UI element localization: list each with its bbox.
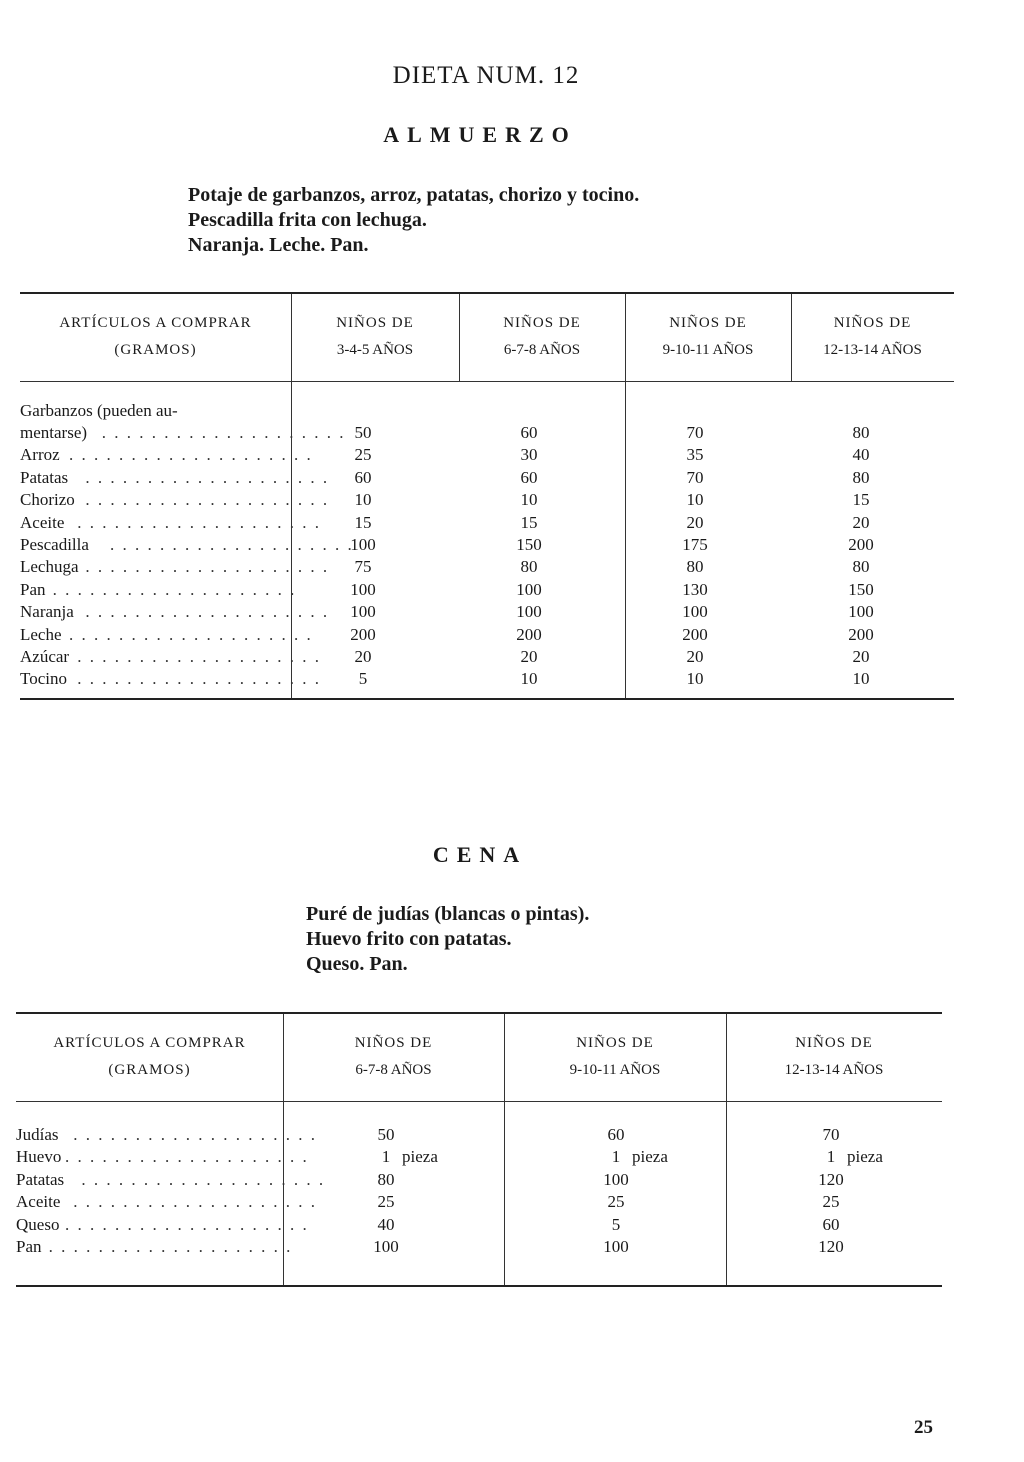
almuerzo-menu-line: Naranja. Leche. Pan. bbox=[188, 234, 369, 256]
value-cell: 200 bbox=[350, 624, 376, 644]
value-cell: 150 bbox=[848, 579, 874, 599]
table-row bbox=[20, 556, 954, 578]
table-row bbox=[20, 467, 954, 489]
header-articulos bbox=[16, 1030, 283, 1084]
header-line: 6-7-8 AÑOS bbox=[503, 342, 581, 358]
value-cell: 100 bbox=[603, 1237, 629, 1256]
value-cell: 10 bbox=[520, 490, 538, 510]
table-row bbox=[20, 444, 954, 466]
page-number: 25 bbox=[914, 1417, 933, 1438]
leader-dots: . . . . . . . . . . . . . . . . . . . . bbox=[69, 624, 313, 644]
header-line: NIÑOS DE bbox=[833, 315, 912, 331]
leader-dots: . . . . . . . . . . . . . . . . . . . . bbox=[85, 467, 330, 487]
header-line: NIÑOS DE bbox=[336, 315, 414, 331]
value-cell: 100 bbox=[516, 602, 542, 622]
table-row bbox=[20, 400, 954, 422]
cena-menu-line: Huevo frito con patatas. bbox=[306, 928, 512, 950]
value-cell: 35 bbox=[686, 445, 704, 465]
leader-dots: . . . . . . . . . . . . . . . . . . . . bbox=[65, 1214, 309, 1234]
value-cell: 80 bbox=[852, 423, 870, 442]
item-label: Patatas bbox=[20, 467, 69, 487]
item-label: mentarse) bbox=[20, 423, 88, 442]
cena-menu bbox=[306, 902, 589, 977]
value-cell: 70 bbox=[686, 467, 704, 487]
value-cell: 40 bbox=[852, 445, 870, 465]
item-label: Queso bbox=[16, 1214, 60, 1234]
value-cell: 175 bbox=[682, 535, 708, 554]
table-row bbox=[20, 579, 954, 601]
item-label: Azúcar bbox=[20, 647, 70, 666]
item-label: Patatas bbox=[16, 1169, 65, 1189]
value-cell: 10 bbox=[686, 490, 704, 510]
almuerzo-heading: ALMUERZO bbox=[383, 122, 577, 147]
value-cell: 70 bbox=[686, 423, 704, 442]
unit-label: pieza bbox=[632, 1147, 668, 1167]
item-label: Naranja bbox=[20, 602, 74, 622]
value-cell: 30 bbox=[520, 445, 538, 465]
value-cell: 50 bbox=[354, 423, 372, 442]
value-cell: 100 bbox=[350, 602, 376, 622]
table-row bbox=[16, 1124, 942, 1146]
header-line: 3-4-5 AÑOS bbox=[336, 342, 414, 358]
item-label: Lechuga bbox=[20, 557, 79, 577]
item-label: Garbanzos (pueden au- bbox=[20, 401, 178, 420]
value-cell: 100 bbox=[373, 1237, 399, 1256]
value-cell: 200 bbox=[848, 535, 874, 554]
leader-dots: . . . . . . . . . . . . . . . . . . . . bbox=[73, 1125, 317, 1144]
header-line: 9-10-11 AÑOS bbox=[662, 342, 754, 358]
value-cell: 5 bbox=[358, 669, 368, 689]
value-cell: 10 bbox=[686, 669, 704, 689]
header-articulos bbox=[20, 310, 291, 364]
value-cell: 100 bbox=[848, 602, 874, 622]
value-cell: 50 bbox=[377, 1125, 395, 1144]
leader-dots: . . . . . . . . . . . . . . . . . . . . bbox=[77, 669, 321, 689]
value-cell: 25 bbox=[354, 445, 372, 465]
cena-menu-line: Queso. Pan. bbox=[306, 953, 408, 975]
almuerzo-table bbox=[20, 292, 954, 700]
value-cell: 100 bbox=[350, 579, 376, 599]
leader-dots: . . . . . . . . . . . . . . . . . . . . bbox=[77, 512, 321, 532]
value-cell: 25 bbox=[607, 1192, 625, 1212]
header-line: (GRAMOS) bbox=[108, 1062, 191, 1078]
value-cell: 75 bbox=[354, 557, 372, 577]
leader-dots: . . . . . . . . . . . . . . . . . . . . bbox=[85, 557, 330, 577]
value-cell: 130 bbox=[682, 579, 708, 599]
value-cell: 1 bbox=[826, 1147, 836, 1167]
cena-table bbox=[16, 1012, 942, 1287]
value-cell: 15 bbox=[354, 512, 372, 532]
header-age-group bbox=[504, 1030, 726, 1084]
value-cell: 60 bbox=[607, 1125, 625, 1144]
header-line: (GRAMOS) bbox=[114, 342, 197, 358]
value-cell: 20 bbox=[686, 512, 704, 532]
value-cell: 80 bbox=[852, 467, 870, 487]
item-label: Huevo bbox=[16, 1147, 62, 1167]
value-cell: 15 bbox=[520, 512, 538, 532]
value-cell: 150 bbox=[516, 535, 542, 554]
value-cell: 20 bbox=[686, 647, 704, 666]
item-label: Judías bbox=[16, 1125, 59, 1144]
value-cell: 20 bbox=[520, 647, 538, 666]
header-line: NIÑOS DE bbox=[795, 1035, 873, 1051]
leader-dots: . . . . . . . . . . . . . . . . . . . . bbox=[110, 535, 354, 554]
value-cell: 60 bbox=[354, 467, 372, 487]
leader-dots: . . . . . . . . . . . . . . . . . . . . bbox=[81, 1169, 326, 1189]
value-cell: 20 bbox=[852, 512, 870, 532]
leader-dots: . . . . . . . . . . . . . . . . . . . . bbox=[69, 445, 313, 465]
table-row bbox=[20, 624, 954, 646]
unit-label: pieza bbox=[847, 1147, 883, 1167]
leader-dots: . . . . . . . . . . . . . . . . . . . . bbox=[85, 490, 330, 510]
cena-menu-line: Puré de judías (blancas o pintas). bbox=[306, 903, 590, 925]
value-cell: 5 bbox=[611, 1214, 621, 1234]
table-row bbox=[16, 1146, 942, 1168]
leader-dots: . . . . . . . . . . . . . . . . . . . . bbox=[85, 602, 330, 622]
table-row bbox=[20, 512, 954, 534]
item-label: Arroz bbox=[20, 445, 60, 465]
cena-heading: CENA bbox=[432, 842, 528, 867]
value-cell: 200 bbox=[682, 624, 708, 644]
item-label: Chorizo bbox=[20, 490, 75, 510]
almuerzo-menu-line: Potaje de garbanzos, arroz, patatas, chorizo y tocino. bbox=[188, 184, 640, 206]
header-age-group bbox=[291, 310, 459, 364]
header-age-group bbox=[726, 1030, 942, 1084]
value-cell: 120 bbox=[818, 1237, 844, 1256]
table-row bbox=[20, 668, 954, 690]
value-cell: 200 bbox=[516, 624, 542, 644]
value-cell: 100 bbox=[603, 1169, 629, 1189]
value-cell: 80 bbox=[852, 557, 870, 577]
value-cell: 100 bbox=[682, 602, 708, 622]
header-line: 9-10-11 AÑOS bbox=[569, 1062, 661, 1078]
value-cell: 120 bbox=[818, 1169, 844, 1189]
header-line: NIÑOS DE bbox=[576, 1035, 654, 1051]
item-label: Pan bbox=[20, 579, 46, 599]
table-row bbox=[16, 1236, 942, 1258]
table-row bbox=[20, 489, 954, 511]
header-age-group bbox=[791, 310, 954, 364]
item-label: Pescadilla bbox=[20, 535, 89, 554]
value-cell: 60 bbox=[520, 467, 538, 487]
table-row bbox=[16, 1169, 942, 1191]
value-cell: 10 bbox=[520, 669, 538, 689]
value-cell: 20 bbox=[354, 647, 372, 666]
leader-dots: . . . . . . . . . . . . . . . . . . . . bbox=[48, 1237, 293, 1256]
table-row bbox=[20, 601, 954, 623]
value-cell: 15 bbox=[852, 490, 870, 510]
table-row bbox=[16, 1214, 942, 1236]
header-line: 12-13-14 AÑOS bbox=[823, 342, 922, 358]
value-cell: 40 bbox=[377, 1214, 395, 1234]
header-age-group bbox=[459, 310, 625, 364]
value-cell: 100 bbox=[350, 535, 376, 554]
item-label: Aceite bbox=[20, 512, 65, 532]
header-line: NIÑOS DE bbox=[503, 315, 581, 331]
leader-dots: . . . . . . . . . . . . . . . . . . . . bbox=[52, 579, 297, 599]
value-cell: 1 bbox=[381, 1147, 391, 1167]
header-line: 6-7-8 AÑOS bbox=[355, 1062, 432, 1078]
value-cell: 70 bbox=[822, 1125, 840, 1144]
table-row bbox=[20, 646, 954, 668]
almuerzo-menu-line: Pescadilla frita con lechuga. bbox=[188, 209, 427, 231]
value-cell: 200 bbox=[848, 624, 874, 644]
page-title: DIETA NUM. 12 bbox=[392, 62, 580, 89]
value-cell: 80 bbox=[377, 1169, 395, 1189]
value-cell: 10 bbox=[852, 669, 870, 689]
unit-label: pieza bbox=[402, 1147, 438, 1167]
leader-dots: . . . . . . . . . . . . . . . . . . . . bbox=[73, 1192, 317, 1212]
value-cell: 25 bbox=[377, 1192, 395, 1212]
table-row bbox=[16, 1191, 942, 1213]
header-age-group bbox=[283, 1030, 504, 1084]
leader-dots: . . . . . . . . . . . . . . . . . . . . bbox=[77, 647, 321, 666]
header-line: NIÑOS DE bbox=[669, 315, 747, 331]
value-cell: 10 bbox=[354, 490, 372, 510]
value-cell: 1 bbox=[611, 1147, 621, 1167]
value-cell: 80 bbox=[686, 557, 704, 577]
value-cell: 80 bbox=[520, 557, 538, 577]
item-label: Aceite bbox=[16, 1192, 61, 1212]
value-cell: 100 bbox=[516, 579, 542, 599]
value-cell: 20 bbox=[852, 647, 870, 666]
value-cell: 25 bbox=[822, 1192, 840, 1212]
table-row bbox=[20, 534, 954, 556]
item-label: Pan bbox=[16, 1237, 42, 1256]
header-line: 12-13-14 AÑOS bbox=[784, 1062, 884, 1078]
leader-dots: . . . . . . . . . . . . . . . . . . . . bbox=[65, 1147, 309, 1167]
item-label: Tocino bbox=[20, 669, 67, 689]
header-line: ARTÍCULOS A COMPRAR bbox=[53, 1035, 246, 1051]
almuerzo-menu bbox=[188, 183, 639, 258]
leader-dots: . . . . . . . . . . . . . . . . . . . . bbox=[101, 423, 346, 442]
item-label: Leche bbox=[20, 624, 62, 644]
value-cell: 60 bbox=[822, 1214, 840, 1234]
table-row bbox=[20, 422, 954, 444]
header-age-group bbox=[625, 310, 791, 364]
header-line: ARTÍCULOS A COMPRAR bbox=[59, 315, 252, 331]
value-cell: 60 bbox=[520, 423, 538, 442]
header-line: NIÑOS DE bbox=[354, 1035, 433, 1051]
